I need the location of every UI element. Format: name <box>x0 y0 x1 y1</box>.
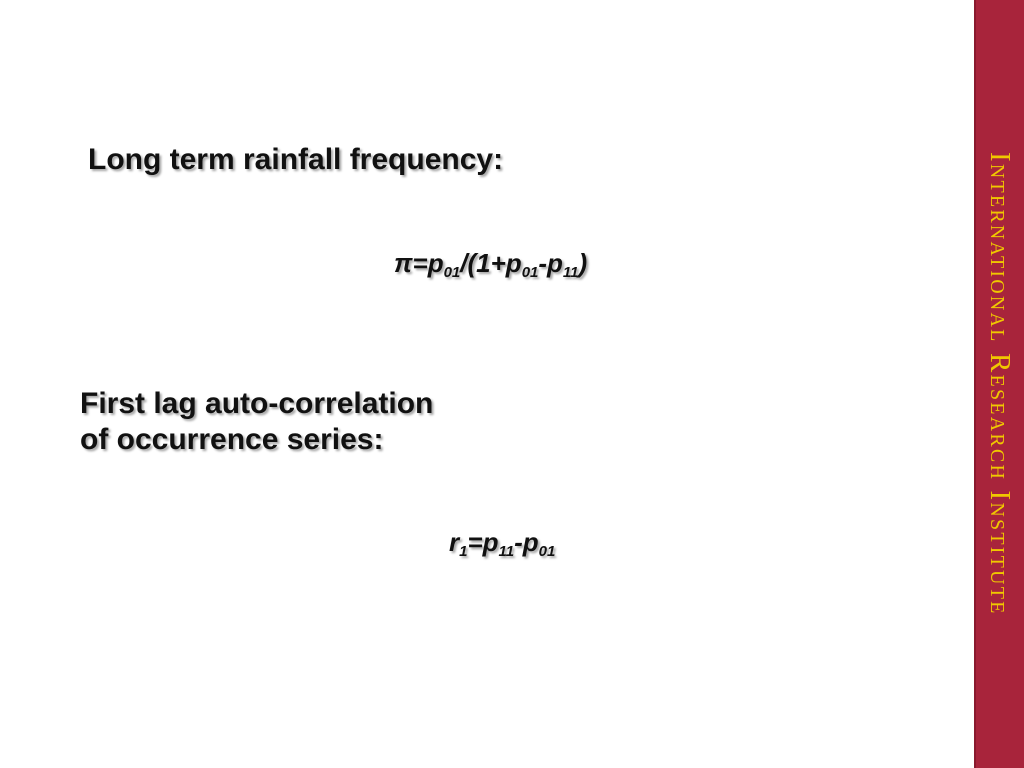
rainfall-frequency-formula <box>394 248 588 281</box>
formula-part: r <box>449 527 460 557</box>
formula-part: π=p <box>394 248 444 278</box>
autocorrelation-formula <box>449 527 556 560</box>
formula-subscript: 01 <box>538 543 556 560</box>
formula-part: =p <box>467 527 499 557</box>
formula-part: -p <box>514 527 539 557</box>
formula-subscript: 11 <box>562 264 579 281</box>
institute-name: International Research Institute <box>984 152 1016 616</box>
formula-subscript: 01 <box>443 264 461 281</box>
formula-part: /(1+p <box>460 248 522 278</box>
autocorrelation-heading-line-1: First lag auto-correlation <box>80 387 434 420</box>
formula-subscript: 1 <box>459 543 468 560</box>
formula-part: ) <box>578 248 588 278</box>
autocorrelation-heading <box>80 386 433 458</box>
formula-part: -p <box>538 248 563 278</box>
rainfall-frequency-heading: Long term rainfall frequency: <box>88 143 504 176</box>
formula-subscript: 01 <box>521 264 539 281</box>
autocorrelation-heading-line-2: of occurrence series: <box>80 423 384 456</box>
institute-sidebar <box>974 0 1024 768</box>
formula-subscript: 11 <box>498 543 515 560</box>
